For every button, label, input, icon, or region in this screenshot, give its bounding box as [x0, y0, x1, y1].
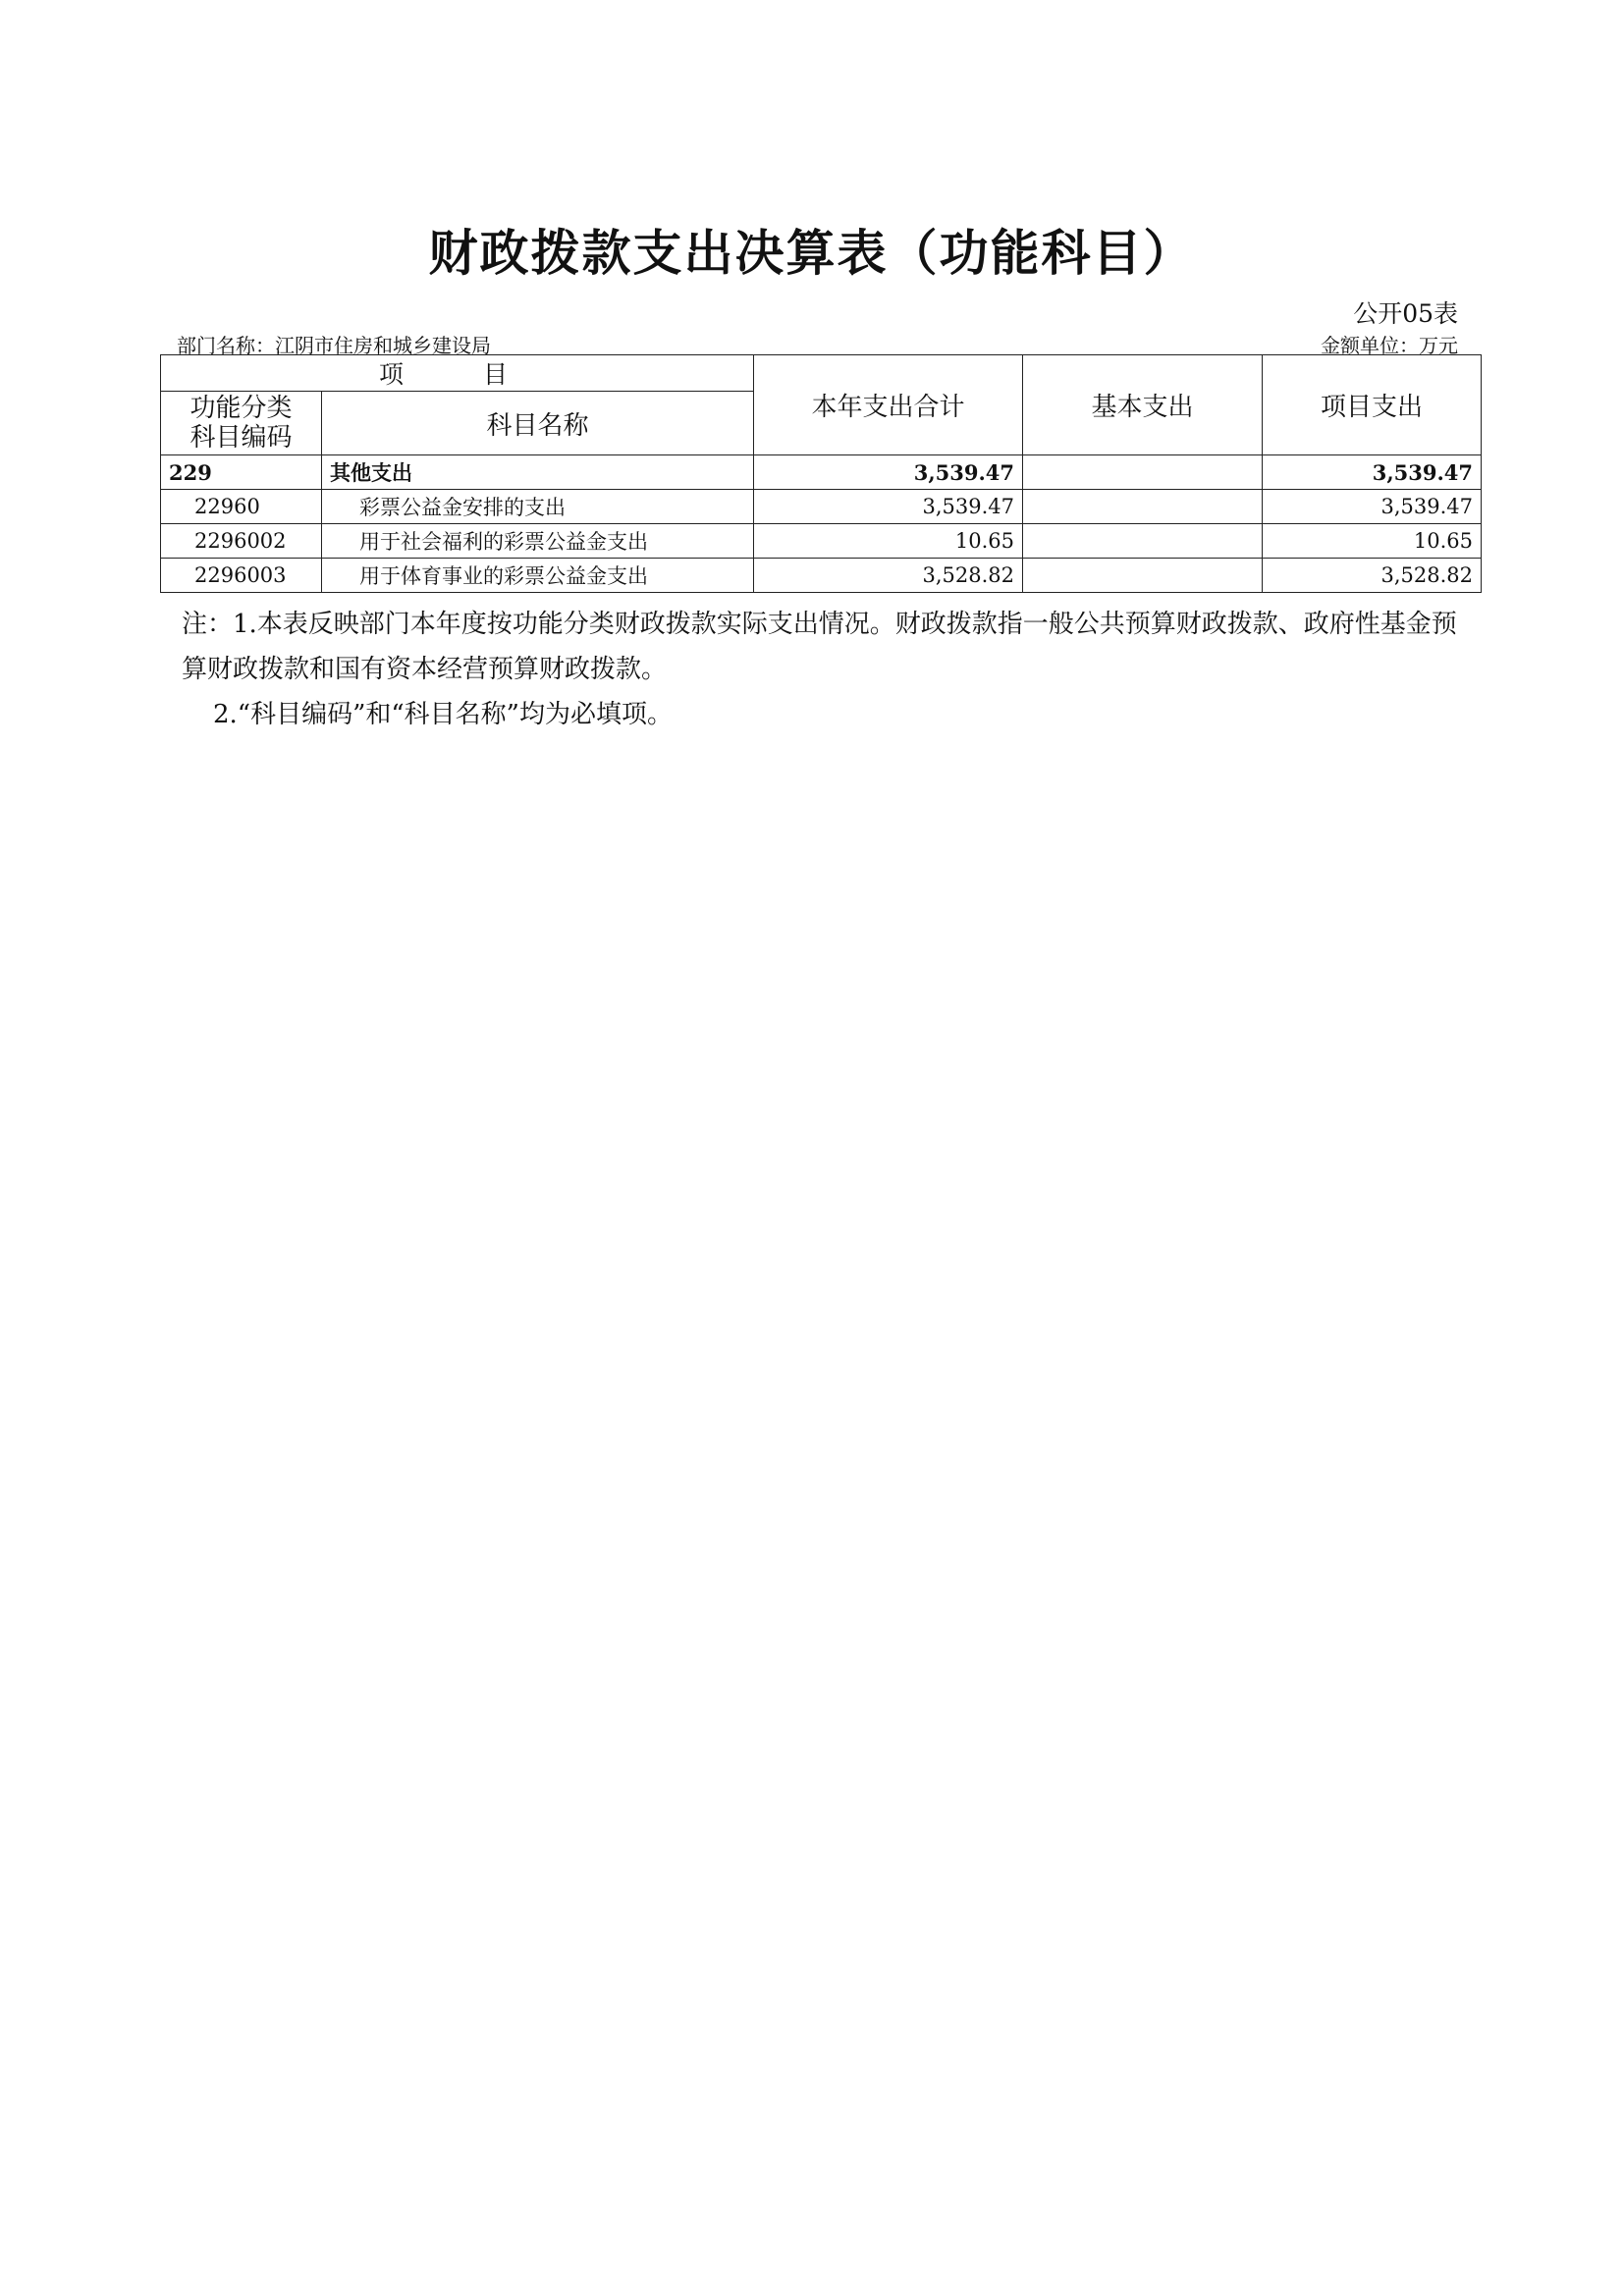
- row-name: 其他支出: [322, 455, 754, 490]
- row-basic: [1023, 524, 1263, 559]
- note-2: 2.“科目编码”和“科目名称”均为必填项。: [213, 700, 673, 729]
- row-total: 3,539.47: [754, 455, 1023, 490]
- row-project: 3,539.47: [1263, 490, 1482, 524]
- header-total: 本年支出合计: [754, 355, 1023, 455]
- row-project: 3,539.47: [1263, 455, 1482, 490]
- header-name: 科目名称: [322, 392, 754, 455]
- page-title: 财政拨款支出决算表（功能科目）: [428, 225, 1195, 282]
- row-name: 彩票公益金安排的支出: [322, 490, 754, 524]
- expenditure-table: [160, 354, 1482, 593]
- header-basic: 基本支出: [1023, 355, 1263, 455]
- row-basic: [1023, 559, 1263, 593]
- row-total: 3,539.47: [754, 490, 1023, 524]
- header-item: 项 目: [161, 355, 754, 392]
- row-total: 10.65: [754, 524, 1023, 559]
- row-total: 3,528.82: [754, 559, 1023, 593]
- header-project: 项目支出: [1263, 355, 1482, 455]
- note-1: 注：1.本表反映部门本年度按功能分类财政拨款实际支出情况。财政拨款指一般公共预算财政拨款、政府性基金预算财政拨款和国有资本经营预算财政拨款。: [182, 610, 1457, 684]
- row-basic: [1023, 490, 1263, 524]
- table-row: [161, 490, 1482, 524]
- row-code: 229: [161, 455, 322, 490]
- row-name: 用于体育事业的彩票公益金支出: [322, 559, 754, 593]
- header-code-line2: 科目编码: [189, 423, 293, 453]
- table-notes: [182, 602, 1458, 737]
- row-code: 2296003: [161, 559, 322, 593]
- row-code: 22960: [161, 490, 322, 524]
- row-code: 2296002: [161, 524, 322, 559]
- header-code: [161, 392, 322, 455]
- row-project: 3,528.82: [1263, 559, 1482, 593]
- table-row: [161, 559, 1482, 593]
- amount-unit: 金额单位：万元: [1321, 334, 1458, 357]
- form-number: 公开05表: [1353, 299, 1458, 328]
- table-row: [161, 524, 1482, 559]
- header-row-1: [161, 355, 1482, 392]
- table-row: [161, 455, 1482, 490]
- row-name: 用于社会福利的彩票公益金支出: [322, 524, 754, 559]
- header-code-line1: 功能分类: [189, 394, 293, 423]
- row-project: 10.65: [1263, 524, 1482, 559]
- row-basic: [1023, 455, 1263, 490]
- department-name: 部门名称：江阴市住房和城乡建设局: [177, 334, 491, 357]
